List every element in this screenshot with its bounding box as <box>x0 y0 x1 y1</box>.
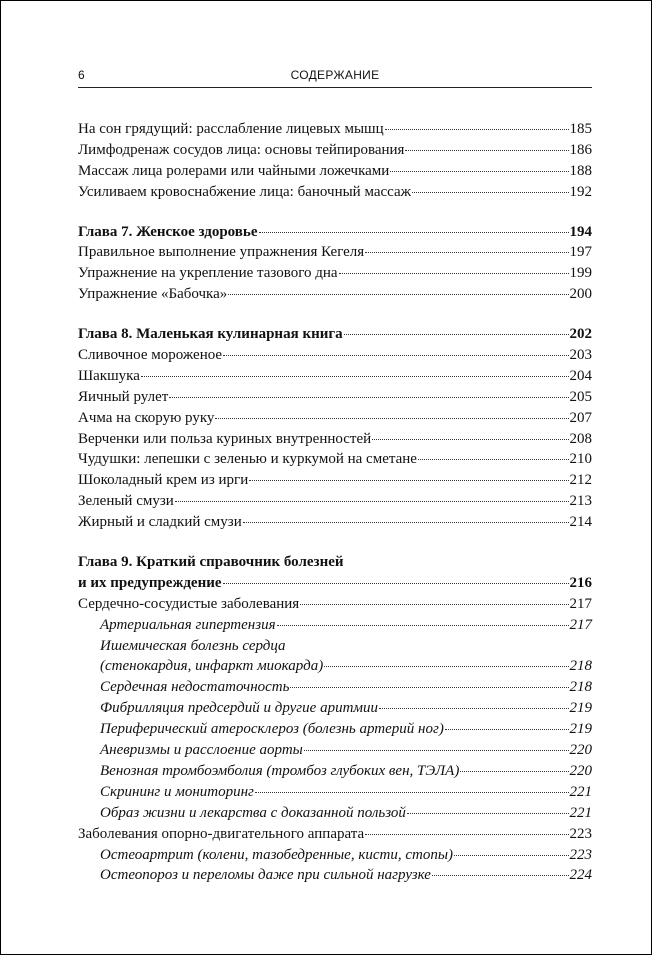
entry-page-number: 212 <box>569 472 592 489</box>
table-of-contents <box>78 119 592 905</box>
entry-page-number: 219 <box>569 721 592 738</box>
toc-entry <box>78 284 592 305</box>
toc-entry <box>78 615 592 636</box>
entry-page-number: 197 <box>569 244 592 261</box>
dot-leader <box>290 687 568 688</box>
dot-leader <box>141 376 569 377</box>
entry-page-number: 192 <box>569 183 592 200</box>
chapter-entry <box>78 222 592 243</box>
entry-page-number: 217 <box>569 616 592 633</box>
entry-title: Сердечно-сосудистые заболевания <box>78 595 300 612</box>
entry-title: Ачма на скорую руку <box>78 409 215 426</box>
entry-title: Правильное выполнение упражнения Кегеля <box>78 244 365 261</box>
dot-leader <box>223 355 568 356</box>
toc-section <box>78 119 592 203</box>
entry-title: Скрининг и мониторинг <box>100 783 254 800</box>
dot-leader <box>243 522 569 523</box>
dot-leader <box>249 480 568 481</box>
entry-title: Аневризмы и расслоение аорты <box>100 742 303 759</box>
entry-title: Остеопороз и переломы даже при сильной нагрузке <box>100 867 431 884</box>
entry-page-number: 205 <box>569 388 592 405</box>
dot-leader <box>300 604 568 605</box>
toc-entry <box>78 263 592 284</box>
entry-title: Шакшука <box>78 367 140 384</box>
toc-entry-line <box>78 636 592 657</box>
entry-title: Образ жизни и лекарства с доказанной пользой <box>100 804 406 821</box>
entry-page-number: 200 <box>569 286 592 303</box>
toc-section <box>78 324 592 533</box>
toc-entry <box>78 740 592 761</box>
entry-page-number: 186 <box>569 141 592 158</box>
dot-leader <box>379 708 569 709</box>
toc-entry <box>78 470 592 491</box>
entry-title: Усиливаем кровоснабжение лица: баночный массаж <box>78 183 412 200</box>
entry-page-number: 223 <box>569 846 592 863</box>
entry-page-number: 202 <box>569 326 592 343</box>
dot-leader <box>365 252 568 253</box>
running-header <box>78 65 592 88</box>
chapter-entry <box>78 573 592 594</box>
entry-page-number: 207 <box>569 409 592 426</box>
entry-page-number: 204 <box>569 367 592 384</box>
entry-page-number: 220 <box>569 742 592 759</box>
entry-title: Жирный и сладкий смузи <box>78 514 242 531</box>
toc-entry <box>78 429 592 450</box>
toc-section <box>78 552 592 886</box>
toc-entry <box>78 594 592 615</box>
entry-page-number: 224 <box>569 867 592 884</box>
entry-page-number: 218 <box>569 679 592 696</box>
toc-entry <box>78 242 592 263</box>
entry-page-number: 199 <box>569 265 592 282</box>
dot-leader <box>215 418 568 419</box>
entry-page-number: 203 <box>569 347 592 364</box>
entry-title: Сердечная недостаточность <box>100 679 290 696</box>
toc-entry <box>78 449 592 470</box>
toc-entry <box>78 161 592 182</box>
toc-section <box>78 222 592 306</box>
toc-entry <box>78 698 592 719</box>
toc-entry <box>78 656 592 677</box>
entry-title: Глава 7. Женское здоровье <box>78 223 258 240</box>
dot-leader <box>324 666 568 667</box>
dot-leader <box>460 771 568 772</box>
toc-entry <box>78 845 592 866</box>
header-title: СОДЕРЖАНИЕ <box>290 68 380 82</box>
dot-leader <box>223 583 569 584</box>
toc-entry <box>78 803 592 824</box>
dot-leader <box>412 192 568 193</box>
dot-leader <box>228 294 568 295</box>
entry-page-number: 213 <box>569 493 592 510</box>
entry-page-number: 210 <box>569 451 592 468</box>
entry-title: Упражнение на укрепление тазового дна <box>78 265 338 282</box>
entry-title: Глава 9. Краткий справочник болезней <box>78 554 344 571</box>
dot-leader <box>454 855 569 856</box>
dot-leader <box>405 150 568 151</box>
toc-entry <box>78 366 592 387</box>
dot-leader <box>175 501 569 502</box>
entry-title: Фибрилляция предсердий и другие аритмии <box>100 700 378 717</box>
entry-page-number: 185 <box>569 121 592 137</box>
entry-title: Верченки или польза куриных внутренностей <box>78 430 372 447</box>
entry-title: Глава 8. Маленькая кулинарная книга <box>78 326 343 343</box>
chapter-title-line <box>78 552 592 573</box>
toc-entry <box>78 824 592 845</box>
entry-title: Чудушки: лепешки с зеленью и куркумой на сметане <box>78 451 417 468</box>
toc-entry <box>78 387 592 408</box>
entry-page-number: 194 <box>569 223 592 240</box>
entry-page-number: 221 <box>569 783 592 800</box>
entry-title: Периферический атеросклероз (болезнь артерий ног) <box>100 721 444 738</box>
entry-title: Сливочное мороженое <box>78 347 223 364</box>
entry-title: Ишемическая болезнь сердца <box>100 637 286 654</box>
dot-leader <box>432 875 569 876</box>
chapter-entry <box>78 324 592 345</box>
toc-entry <box>78 345 592 366</box>
dot-leader <box>372 439 568 440</box>
entry-title: Заболевания опорно-двигательного аппарата <box>78 825 365 842</box>
entry-page-number: 218 <box>569 658 592 675</box>
toc-entry <box>78 119 592 140</box>
entry-title: Остеоартрит (колени, тазобедренные, кисти, стопы) <box>100 846 453 863</box>
toc-entry <box>78 182 592 203</box>
page-number: 6 <box>78 68 85 82</box>
toc-entry <box>78 761 592 782</box>
dot-leader <box>339 273 569 274</box>
entry-title: Упражнение «Бабочка» <box>78 286 228 303</box>
dot-leader <box>385 129 569 130</box>
entry-title: На сон грядущий: расслабление лицевых мышц <box>78 121 384 137</box>
toc-entry <box>78 408 592 429</box>
entry-page-number: 220 <box>569 762 592 779</box>
entry-page-number: 217 <box>569 595 592 612</box>
entry-page-number: 208 <box>569 430 592 447</box>
entry-page-number: 221 <box>569 804 592 821</box>
entry-title: и их предупреждение <box>78 574 222 591</box>
dot-leader <box>407 813 569 814</box>
entry-page-number: 223 <box>569 825 592 842</box>
dot-leader <box>169 397 568 398</box>
toc-entry <box>78 865 592 886</box>
entry-title: Артериальная гипертензия <box>100 616 276 633</box>
dot-leader <box>365 834 568 835</box>
dot-leader <box>390 171 568 172</box>
entry-title: Лимфодренаж сосудов лица: основы тейпирования <box>78 141 405 158</box>
entry-page-number: 188 <box>569 162 592 179</box>
dot-leader <box>344 334 569 335</box>
dot-leader <box>418 459 569 460</box>
toc-entry <box>78 677 592 698</box>
dot-leader <box>259 232 569 233</box>
dot-leader <box>277 625 569 626</box>
entry-title: Венозная тромбоэмболия (тромбоз глубоких вен, ТЭЛА) <box>100 762 460 779</box>
dot-leader <box>445 729 569 730</box>
toc-entry <box>78 782 592 803</box>
entry-title: Шоколадный крем из ирги <box>78 472 249 489</box>
toc-entry <box>78 719 592 740</box>
entry-page-number: 219 <box>569 700 592 717</box>
entry-title: Зеленый смузи <box>78 493 174 510</box>
toc-entry <box>78 140 592 161</box>
entry-page-number: 214 <box>569 514 592 531</box>
dot-leader <box>255 792 569 793</box>
entry-title: (стенокардия, инфаркт миокарда) <box>100 658 324 675</box>
toc-entry <box>78 491 592 512</box>
dot-leader <box>304 750 569 751</box>
entry-title: Массаж лица ролерами или чайными ложечками <box>78 162 390 179</box>
entry-page-number: 216 <box>569 574 592 591</box>
entry-title: Яичный рулет <box>78 388 169 405</box>
toc-entry <box>78 512 592 533</box>
